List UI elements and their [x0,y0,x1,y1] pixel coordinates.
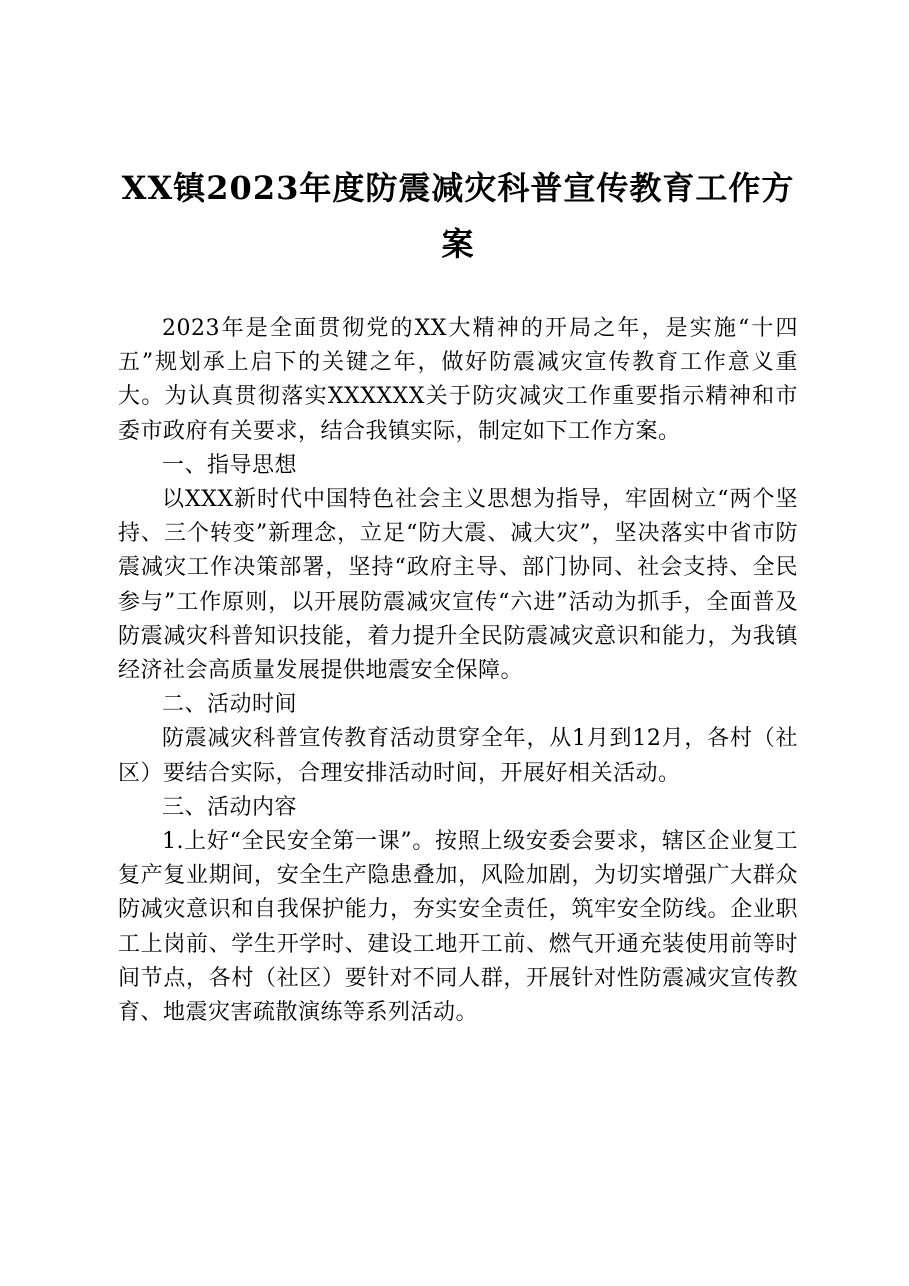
document-body [118,312,798,1030]
intro-paragraph: 2023年是全面贯彻党的XX大精神的开局之年，是实施“十四五”规划承上启下的关键之年，做好防震减灾宣传教育工作意义重大。为认真贯彻落实XXXXXX关于防灾减灾工作重要指示精神和市委市政府有关要求，结合我镇实际，制定如下工作方案。 [118,316,798,444]
document-page [118,160,798,1030]
section-paragraph-guiding-ideology: 以XXX新时代中国特色社会主义思想为指导，牢固树立“两个坚持、三个转变”新理念，立足“防大震、减大灾”，坚决落实中省市防震减灾工作决策部署，坚持“政府主导、部门协同、社会支持、全民参与”工作原则，以开展防震减灾宣传“六进”活动为抓手，全面普及防震减灾科普知识技能，着力提升全民防震减灾意识和能力，为我镇经济社会高质量发展提供地震安全保障。 [118,487,798,684]
document-title [118,160,798,272]
section-heading-activity-content: 三、活动内容 [162,794,298,820]
section-heading-guiding-ideology: 一、指导思想 [162,452,298,478]
section-heading-activity-time: 二、活动时间 [162,692,298,718]
section-paragraph-activity-content: 1.上好“全民安全第一课”。按照上级安委会要求，辖区企业复工复产复业期间，安全生产隐患叠加，风险加剧，为切实增强广大群众防减灾意识和自我保护能力，夯实安全责任，筑牢安全防线。企业职工上岗前、学生开学时、建设工地开工前、燃气开通充装使用前等时间节点，各村（社区）要针对不同人群，开展针对性防震减灾宣传教育、地震灾害疏散演练等系列活动。 [118,829,798,1026]
document-title-line-1: XX镇2023年度防震减灾科普宣传教育工作方 [121,169,795,207]
section-paragraph-activity-time: 防震减灾科普宣传教育活动贯穿全年，从1月到12月，各村（社区）要结合实际，合理安排活动时间，开展好相关活动。 [118,726,798,786]
document-title-line-2: 案 [441,225,475,263]
